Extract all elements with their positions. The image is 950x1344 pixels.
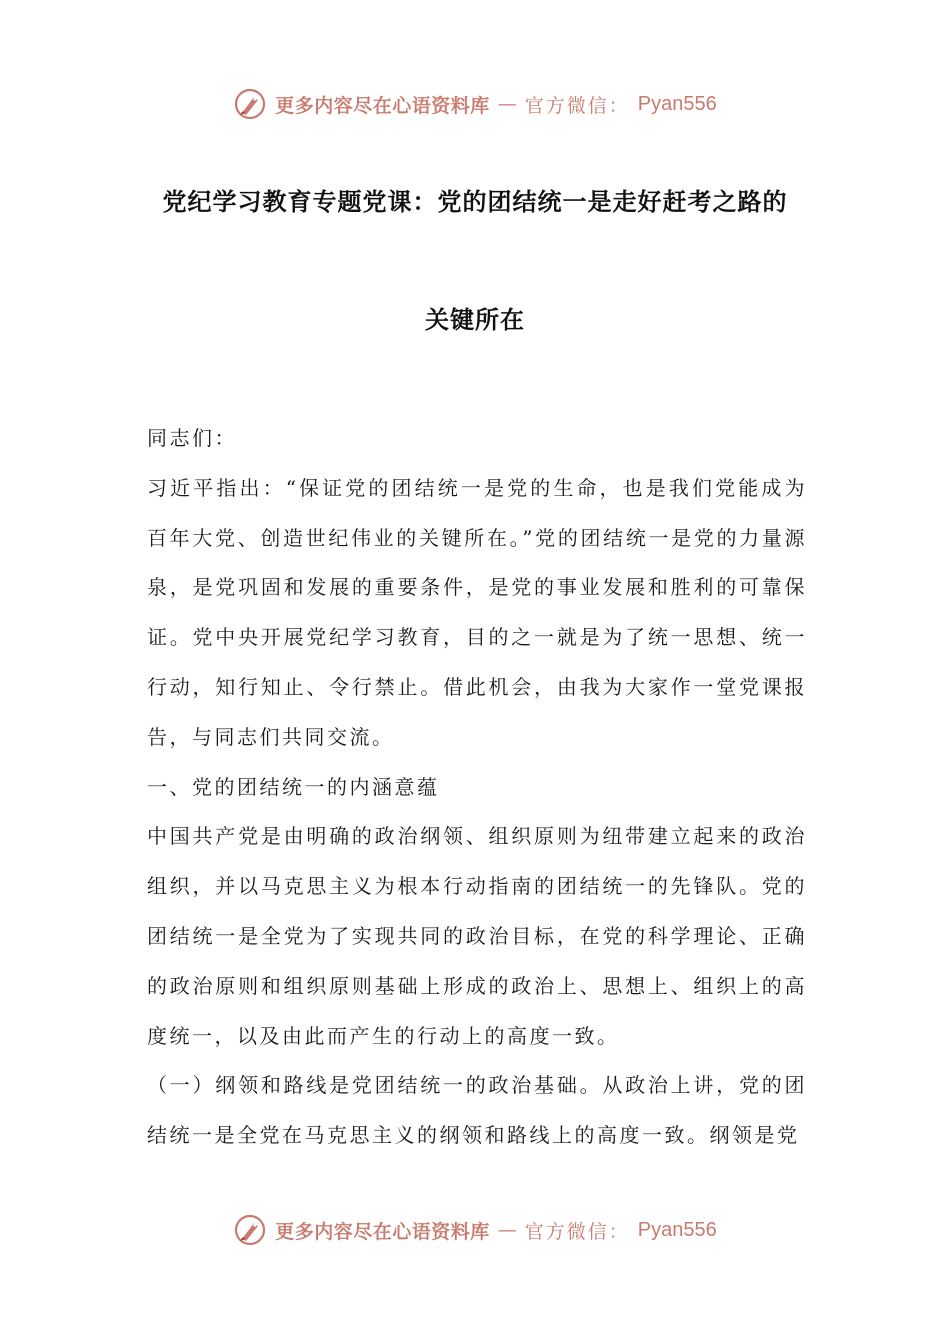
footer-banner (0, 1210, 950, 1250)
greeting: 同志们： (147, 426, 237, 450)
banner-official-label: 官方微信： (524, 1220, 630, 1243)
section-heading-1: 一、党的团结统一的内涵意蕴 (147, 774, 440, 799)
banner-tagline: 更多内容尽在心语资料库 (275, 94, 490, 117)
document-body (147, 414, 807, 1161)
banner-official-label: 官方微信： (524, 94, 630, 117)
banner-dash: — (497, 93, 517, 115)
page-title-line-2: 关键所在 (425, 306, 525, 334)
paragraph-definition: 中国共产党是由明确的政治纲领、组织原则为纽带建立起来的政治组织，并以马克思主义为根本行动指南的团结统一的先锋队。党的团结统一是全党为了实现共同的政治目标，在党的科学理论、正确的政治原则和组织原则基础上形成的政治上、思想上、组织上的高度统一，以及由此而产生的行动上的高度一致。 (147, 824, 807, 1048)
banner-wechat-id: Pyan556 (637, 1218, 717, 1241)
header-banner (0, 84, 950, 124)
paragraph-intro: 习近平指出：“保证党的团结统一是党的生命，也是我们党能成为百年大党、创造世纪伟业的关键所在。”党的团结统一是党的力量源泉，是党巩固和发展的重要条件，是党的事业发展和胜利的可靠保证。党中央开展党纪学习教育，目的之一就是为了统一思想、统一行动，知行知止、令行禁止。借此机会，由我为大家作一堂党课报告，与同志们共同交流。 (147, 475, 807, 749)
banner-wechat-id: Pyan556 (637, 92, 717, 115)
banner-dash: — (497, 1219, 517, 1241)
pen-nib-logo-icon (233, 1213, 267, 1247)
page-title-line-1: 党纪学习教育专题党课：党的团结统一是走好赶考之路的 (162, 188, 788, 216)
paragraph-subsection-1: （一）纲领和路线是党团结统一的政治基础。从政治上讲，党的团结统一是全党在马克思主义的纲领和路线上的高度一致。纲领是党 (147, 1073, 807, 1148)
pen-nib-logo-icon (233, 87, 267, 121)
banner-tagline: 更多内容尽在心语资料库 (275, 1220, 490, 1243)
